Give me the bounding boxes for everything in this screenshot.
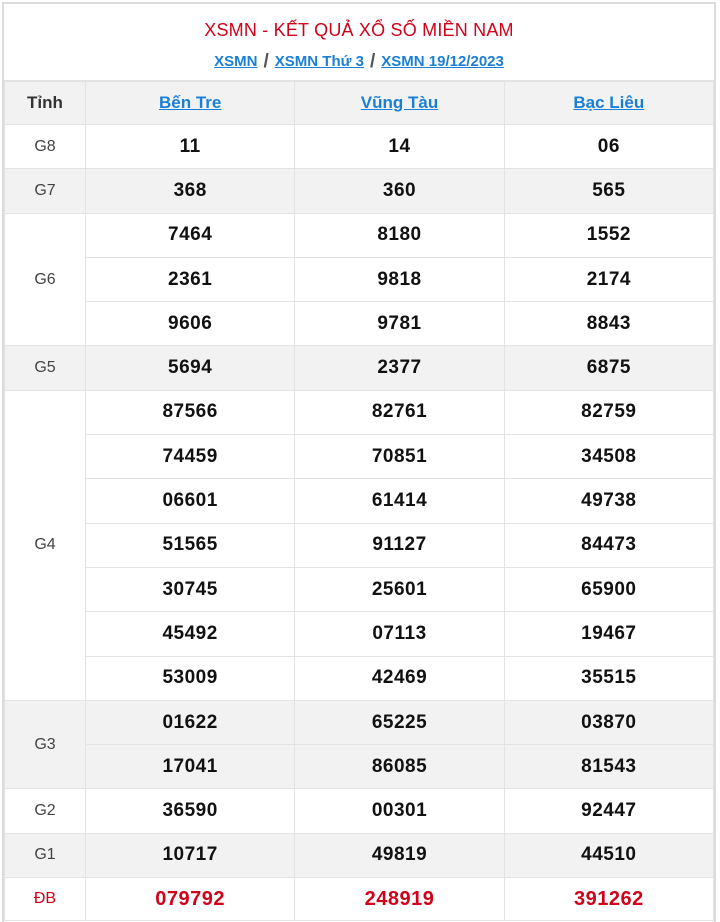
prize-number: 9606 — [86, 302, 295, 346]
prize-number: 30745 — [86, 567, 295, 611]
table-row — [5, 567, 714, 611]
table-row — [5, 257, 714, 301]
column-header-ben-tre — [86, 82, 295, 125]
prize-number: 8180 — [295, 213, 504, 257]
prize-number: 65900 — [504, 567, 713, 611]
table-row — [5, 390, 714, 434]
table-row — [5, 789, 714, 833]
breadcrumb-separator: / — [369, 51, 376, 72]
prize-number: 34508 — [504, 435, 713, 479]
results-header — [4, 4, 714, 81]
results-table — [4, 81, 714, 921]
prize-number: 49819 — [295, 833, 504, 877]
column-header-bac-lieu — [504, 82, 713, 125]
prize-number: 2361 — [86, 257, 295, 301]
table-row — [5, 479, 714, 523]
prize-number: 11 — [86, 125, 295, 169]
prize-number: 86085 — [295, 745, 504, 789]
prize-number: 44510 — [504, 833, 713, 877]
prize-number: 74459 — [86, 435, 295, 479]
prize-number: 14 — [295, 125, 504, 169]
breadcrumb-link-xsmn[interactable]: XSMN — [214, 53, 258, 70]
prize-label: G2 — [5, 789, 86, 833]
breadcrumb — [4, 50, 714, 73]
table-row — [5, 169, 714, 213]
prize-number: 42469 — [295, 656, 504, 700]
province-link-ben-tre[interactable]: Bến Tre — [158, 93, 222, 112]
province-link-bac-lieu[interactable]: Bạc Liêu — [573, 93, 645, 112]
prize-number: 53009 — [86, 656, 295, 700]
prize-number: 1552 — [504, 213, 713, 257]
prize-number: 87566 — [86, 390, 295, 434]
column-header-vung-tau — [295, 82, 504, 125]
prize-number: 91127 — [295, 523, 504, 567]
prize-number: 07113 — [295, 612, 504, 656]
table-row — [5, 302, 714, 346]
breadcrumb-separator: / — [263, 51, 269, 72]
prize-number: 06 — [504, 125, 713, 169]
prize-number: 49738 — [504, 479, 713, 523]
province-link-vung-tau[interactable]: Vũng Tàu — [360, 93, 439, 112]
prize-number: 82759 — [504, 390, 713, 434]
table-row — [5, 745, 714, 789]
prize-number: 45492 — [86, 612, 295, 656]
prize-number: 36590 — [86, 789, 295, 833]
prize-number: 368 — [86, 169, 295, 213]
prize-number: 82761 — [295, 390, 504, 434]
prize-label: G3 — [5, 700, 86, 789]
prize-number: 9818 — [295, 257, 504, 301]
table-row — [5, 435, 714, 479]
prize-label: G8 — [5, 125, 86, 169]
prize-number: 7464 — [86, 213, 295, 257]
results-card — [2, 2, 716, 922]
table-row — [5, 125, 714, 169]
prize-number: 2377 — [295, 346, 504, 390]
prize-number: 92447 — [504, 789, 713, 833]
breadcrumb-link-weekday[interactable]: XSMN Thứ 3 — [274, 53, 364, 70]
prize-number: 6875 — [504, 346, 713, 390]
prize-number: 81543 — [504, 745, 713, 789]
prize-label: G4 — [5, 390, 86, 700]
prize-number: 10717 — [86, 833, 295, 877]
prize-number: 61414 — [295, 479, 504, 523]
prize-number: 70851 — [295, 435, 504, 479]
prize-number: 03870 — [504, 700, 713, 744]
table-header-row — [5, 82, 714, 125]
table-row — [5, 523, 714, 567]
prize-number: 00301 — [295, 789, 504, 833]
prize-number: 2174 — [504, 257, 713, 301]
prize-number: 01622 — [86, 700, 295, 744]
prize-number: 565 — [504, 169, 713, 213]
prize-number: 51565 — [86, 523, 295, 567]
prize-number: 17041 — [86, 745, 295, 789]
table-row — [5, 612, 714, 656]
table-row — [5, 213, 714, 257]
prize-number: 25601 — [295, 567, 504, 611]
prize-label: ĐB — [5, 878, 86, 921]
prize-number: 391262 — [504, 878, 713, 921]
prize-label: G7 — [5, 169, 86, 213]
prize-label: G1 — [5, 833, 86, 877]
results-body — [5, 125, 714, 921]
prize-number: 8843 — [504, 302, 713, 346]
prize-number: 65225 — [295, 700, 504, 744]
table-row — [5, 833, 714, 877]
prize-number: 9781 — [295, 302, 504, 346]
prize-number: 35515 — [504, 656, 713, 700]
page-title: XSMN - KẾT QUẢ XỔ SỐ MIỀN NAM — [204, 20, 514, 40]
column-header-province: Tỉnh — [5, 82, 86, 125]
prize-number: 360 — [295, 169, 504, 213]
prize-number: 248919 — [295, 878, 504, 921]
prize-number: 5694 — [86, 346, 295, 390]
prize-number: 079792 — [86, 878, 295, 921]
prize-number: 19467 — [504, 612, 713, 656]
table-row — [5, 878, 714, 921]
prize-number: 06601 — [86, 479, 295, 523]
prize-number: 84473 — [504, 523, 713, 567]
table-row — [5, 346, 714, 390]
prize-label: G6 — [5, 213, 86, 346]
prize-label: G5 — [5, 346, 86, 390]
breadcrumb-link-date[interactable]: XSMN 19/12/2023 — [381, 53, 504, 70]
table-row — [5, 700, 714, 744]
table-row — [5, 656, 714, 700]
